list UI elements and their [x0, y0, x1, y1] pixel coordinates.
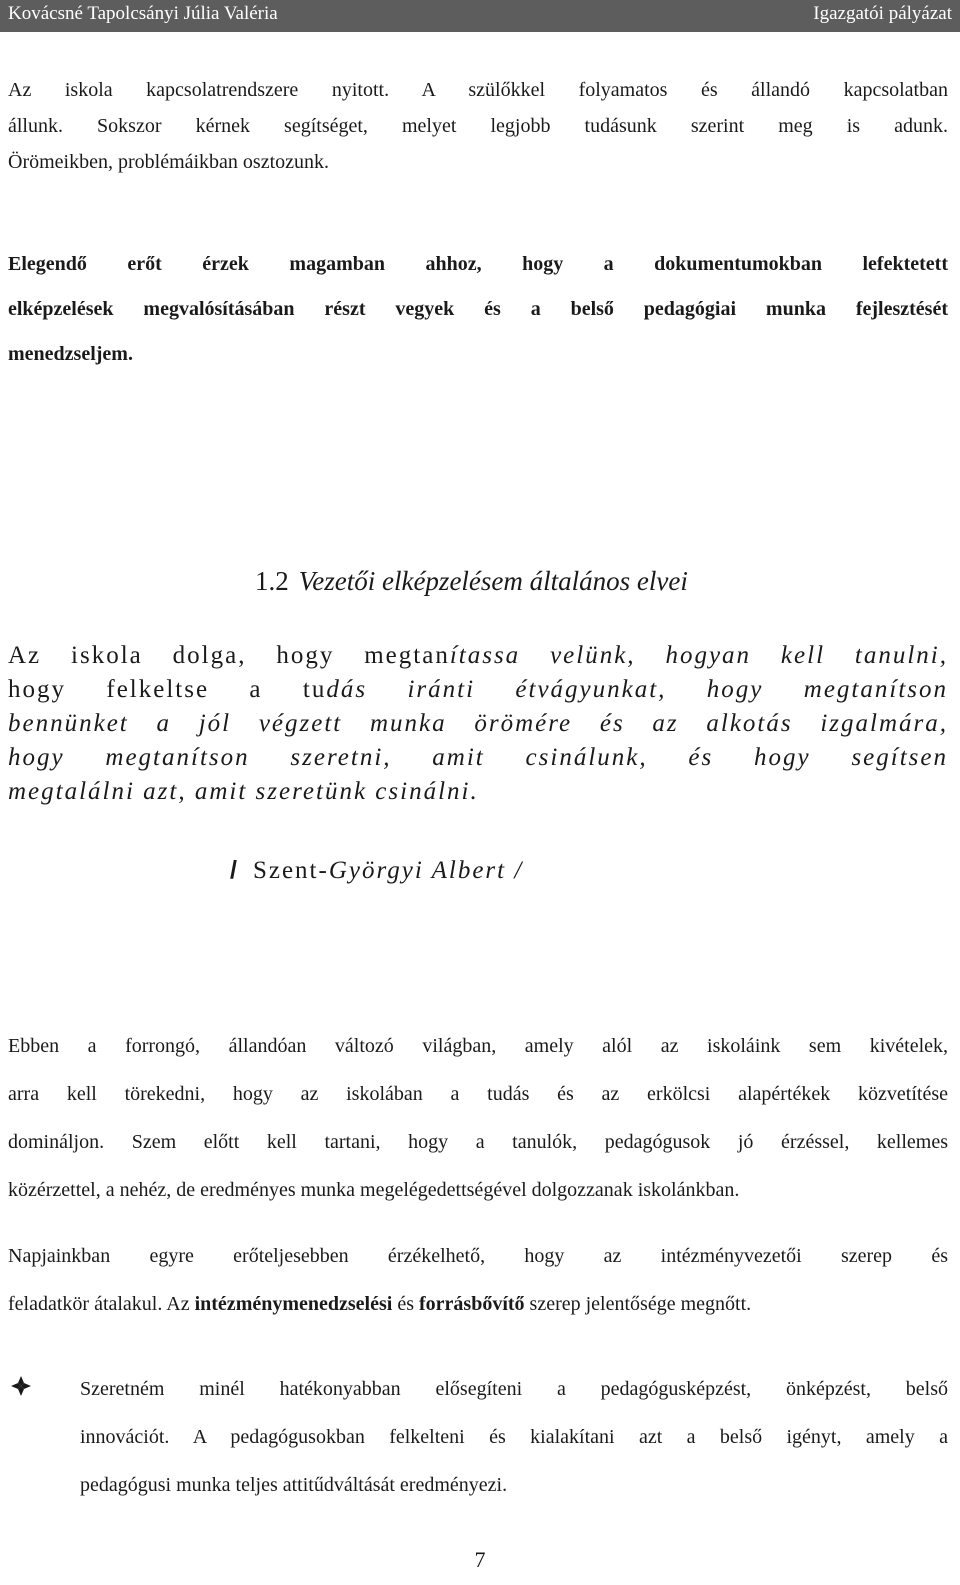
- text-line: innovációt. A pedagógusokban felkelteni és kialakítani azt a belső igényt, amely a: [80, 1426, 948, 1448]
- header-title: Igazgatói pályázat: [813, 3, 952, 24]
- quote-text: dás iránti étvágyunkat, hogy megtanítson: [326, 676, 948, 703]
- quote-line: megtalálni azt, amit szeretünk csinálni.: [8, 778, 479, 805]
- quote-block: [8, 639, 948, 809]
- quote-text: ítassa velünk, hogyan kell tanulni,: [449, 642, 948, 669]
- quote-attribution: [230, 856, 523, 885]
- text-line: Napjainkban egyre erőteljesebben érzékelhető, hogy az intézményvezetői szerep és: [8, 1245, 948, 1267]
- text-line: arra kell törekedni, hogy az iskolában a tudás és az erkölcsi alapértékek közvetítése: [8, 1083, 948, 1105]
- text-line: menedzseljem.: [8, 343, 133, 365]
- header-author: Kovácsné Tapolcsányi Júlia Valéria: [8, 3, 278, 24]
- quote-line: [8, 639, 948, 673]
- quote-line: [8, 673, 948, 707]
- text-run: feladatkör átalakul. Az: [8, 1293, 195, 1315]
- bold-term: forrásbővítő: [419, 1293, 525, 1315]
- text-line: elképzelések megvalósításában részt vegyek és a belső pedagógiai munka fejlesztését: [8, 298, 948, 320]
- paragraph-strength: [8, 242, 948, 377]
- text-line: Örömeikben, problémáikban osztozunk.: [8, 151, 330, 173]
- section-title: Vezetői elképzelésem általános elvei: [298, 566, 688, 596]
- diamond-bullet-icon: [8, 1365, 34, 1413]
- section-heading: [255, 566, 688, 597]
- text-line: Szeretném minél hatékonyabban elősegíteni a pedagógusképzést, önképzést, belső: [80, 1378, 948, 1400]
- text-line: közérzettel, a nehéz, de eredményes munka megelégedettségével dolgozzanak iskolánkban.: [8, 1179, 740, 1201]
- bold-term: intézménymenedzselési: [194, 1293, 393, 1315]
- page-header: [0, 0, 960, 32]
- text-line: [8, 1280, 948, 1328]
- paragraph-world: [8, 1022, 948, 1214]
- attribution-slash: /: [230, 856, 239, 884]
- page-number: 7: [474, 1547, 486, 1572]
- quote-line: hogy megtanítson szeretni, amit csinálunk, és hogy segítsen: [8, 744, 948, 771]
- text-line: domináljon. Szem előtt kell tartani, hogy a tanulók, pedagógusok jó érzéssel, kellemes: [8, 1131, 948, 1153]
- quote-text: hogy felkeltse a tu: [8, 676, 327, 703]
- text-line: állunk. Sokszor kérnek segítséget, melyet legjobb tudásunk szerint meg is adunk.: [8, 115, 948, 137]
- quote-text: Az iskola dolga, hogy megtan: [8, 642, 450, 669]
- attribution-rest: Györgyi Albert /: [328, 857, 524, 884]
- text-line: Elegendő erőt érzek magamban ahhoz, hogy a dokumentumokban lefektetett: [8, 253, 948, 275]
- attribution-first: Szent-: [252, 857, 329, 884]
- text-line: pedagógusi munka teljes attitűdváltását eredményezi.: [80, 1474, 508, 1496]
- text-line: Ebben a forrongó, állandóan változó világban, amely alól az iskoláink sem kivételek,: [8, 1035, 948, 1057]
- bullet-text: [80, 1365, 948, 1509]
- text-run: szerep jelentősége megnőtt.: [524, 1293, 752, 1315]
- paragraph-relations: [8, 72, 948, 180]
- quote-line: bennünket a jól végzett munka örömére és az alkotás izgalmára,: [8, 710, 948, 737]
- section-number: 1.2: [255, 566, 289, 596]
- text-line: Az iskola kapcsolatrendszere nyitott. A szülőkkel folyamatos és állandó kapcsolatban: [8, 79, 948, 101]
- paragraph-role: [8, 1232, 948, 1328]
- text-run: és: [392, 1293, 419, 1315]
